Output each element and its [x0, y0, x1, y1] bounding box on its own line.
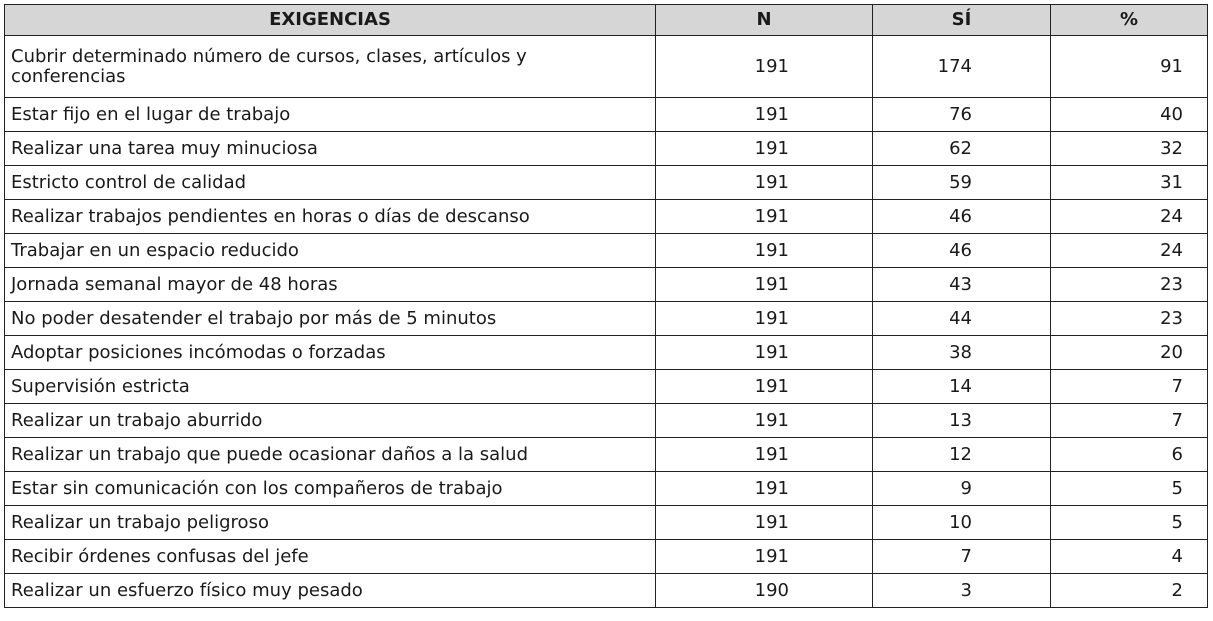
cell-pct: 24 — [1051, 234, 1208, 268]
cell-exigencia: Supervisión estricta — [5, 370, 656, 404]
cell-exigencia: Estar fijo en el lugar de trabajo — [5, 98, 656, 132]
cell-si: 174 — [873, 36, 1051, 98]
cell-pct: 6 — [1051, 438, 1208, 472]
header-pct: % — [1051, 5, 1208, 36]
cell-si: 7 — [873, 540, 1051, 574]
cell-exigencia: Realizar una tarea muy minuciosa — [5, 132, 656, 166]
cell-exigencia: Realizar un trabajo aburrido — [5, 404, 656, 438]
cell-pct: 5 — [1051, 506, 1208, 540]
cell-n: 191 — [656, 132, 873, 166]
cell-pct: 31 — [1051, 166, 1208, 200]
table-row — [5, 200, 1208, 234]
cell-si: 12 — [873, 438, 1051, 472]
header-si: SÍ — [873, 5, 1051, 36]
cell-n: 191 — [656, 200, 873, 234]
header-exigencias: EXIGENCIAS — [5, 5, 656, 36]
cell-n: 191 — [656, 166, 873, 200]
cell-si: 13 — [873, 404, 1051, 438]
table-row — [5, 234, 1208, 268]
cell-n: 191 — [656, 540, 873, 574]
cell-pct: 7 — [1051, 404, 1208, 438]
table-row — [5, 36, 1208, 98]
cell-si: 14 — [873, 370, 1051, 404]
cell-exigencia: Cubrir determinado número de cursos, clases, artículos y conferencias — [5, 36, 656, 98]
cell-n: 191 — [656, 98, 873, 132]
exigencias-table — [4, 4, 1208, 608]
table-row — [5, 472, 1208, 506]
cell-exigencia: Recibir órdenes confusas del jefe — [5, 540, 656, 574]
cell-si: 62 — [873, 132, 1051, 166]
cell-exigencia: Estar sin comunicación con los compañeros de trabajo — [5, 472, 656, 506]
cell-n: 191 — [656, 506, 873, 540]
cell-pct: 91 — [1051, 36, 1208, 98]
cell-n: 191 — [656, 472, 873, 506]
cell-n: 191 — [656, 234, 873, 268]
cell-si: 38 — [873, 336, 1051, 370]
table-row — [5, 268, 1208, 302]
cell-pct: 32 — [1051, 132, 1208, 166]
table-header — [5, 5, 1208, 36]
table-row — [5, 574, 1208, 608]
cell-n: 191 — [656, 36, 873, 98]
cell-si: 46 — [873, 200, 1051, 234]
cell-n: 191 — [656, 404, 873, 438]
cell-exigencia: Realizar un trabajo que puede ocasionar daños a la salud — [5, 438, 656, 472]
cell-exigencia: Realizar un trabajo peligroso — [5, 506, 656, 540]
cell-exigencia: Realizar un esfuerzo físico muy pesado — [5, 574, 656, 608]
table-row — [5, 98, 1208, 132]
cell-n: 191 — [656, 336, 873, 370]
table-body — [5, 36, 1208, 608]
cell-si: 76 — [873, 98, 1051, 132]
cell-n: 191 — [656, 268, 873, 302]
cell-pct: 5 — [1051, 472, 1208, 506]
cell-si: 46 — [873, 234, 1051, 268]
table-row — [5, 438, 1208, 472]
cell-si: 44 — [873, 302, 1051, 336]
cell-si: 9 — [873, 472, 1051, 506]
cell-n: 191 — [656, 438, 873, 472]
cell-pct: 20 — [1051, 336, 1208, 370]
cell-n: 191 — [656, 302, 873, 336]
cell-si: 43 — [873, 268, 1051, 302]
table-row — [5, 540, 1208, 574]
table-row — [5, 370, 1208, 404]
cell-exigencia: Jornada semanal mayor de 48 horas — [5, 268, 656, 302]
cell-si: 3 — [873, 574, 1051, 608]
table-row — [5, 166, 1208, 200]
cell-pct: 40 — [1051, 98, 1208, 132]
table-row — [5, 132, 1208, 166]
cell-pct: 2 — [1051, 574, 1208, 608]
table-row — [5, 336, 1208, 370]
header-n: N — [656, 5, 873, 36]
cell-pct: 7 — [1051, 370, 1208, 404]
cell-exigencia: Adoptar posiciones incómodas o forzadas — [5, 336, 656, 370]
cell-exigencia: No poder desatender el trabajo por más de 5 minutos — [5, 302, 656, 336]
cell-si: 10 — [873, 506, 1051, 540]
table-row — [5, 404, 1208, 438]
cell-n: 191 — [656, 370, 873, 404]
cell-si: 59 — [873, 166, 1051, 200]
cell-exigencia: Trabajar en un espacio reducido — [5, 234, 656, 268]
cell-exigencia: Realizar trabajos pendientes en horas o días de descanso — [5, 200, 656, 234]
cell-n: 190 — [656, 574, 873, 608]
cell-pct: 24 — [1051, 200, 1208, 234]
table-row — [5, 506, 1208, 540]
cell-pct: 4 — [1051, 540, 1208, 574]
table-row — [5, 302, 1208, 336]
header-row — [5, 5, 1208, 36]
cell-exigencia: Estricto control de calidad — [5, 166, 656, 200]
cell-pct: 23 — [1051, 268, 1208, 302]
cell-pct: 23 — [1051, 302, 1208, 336]
